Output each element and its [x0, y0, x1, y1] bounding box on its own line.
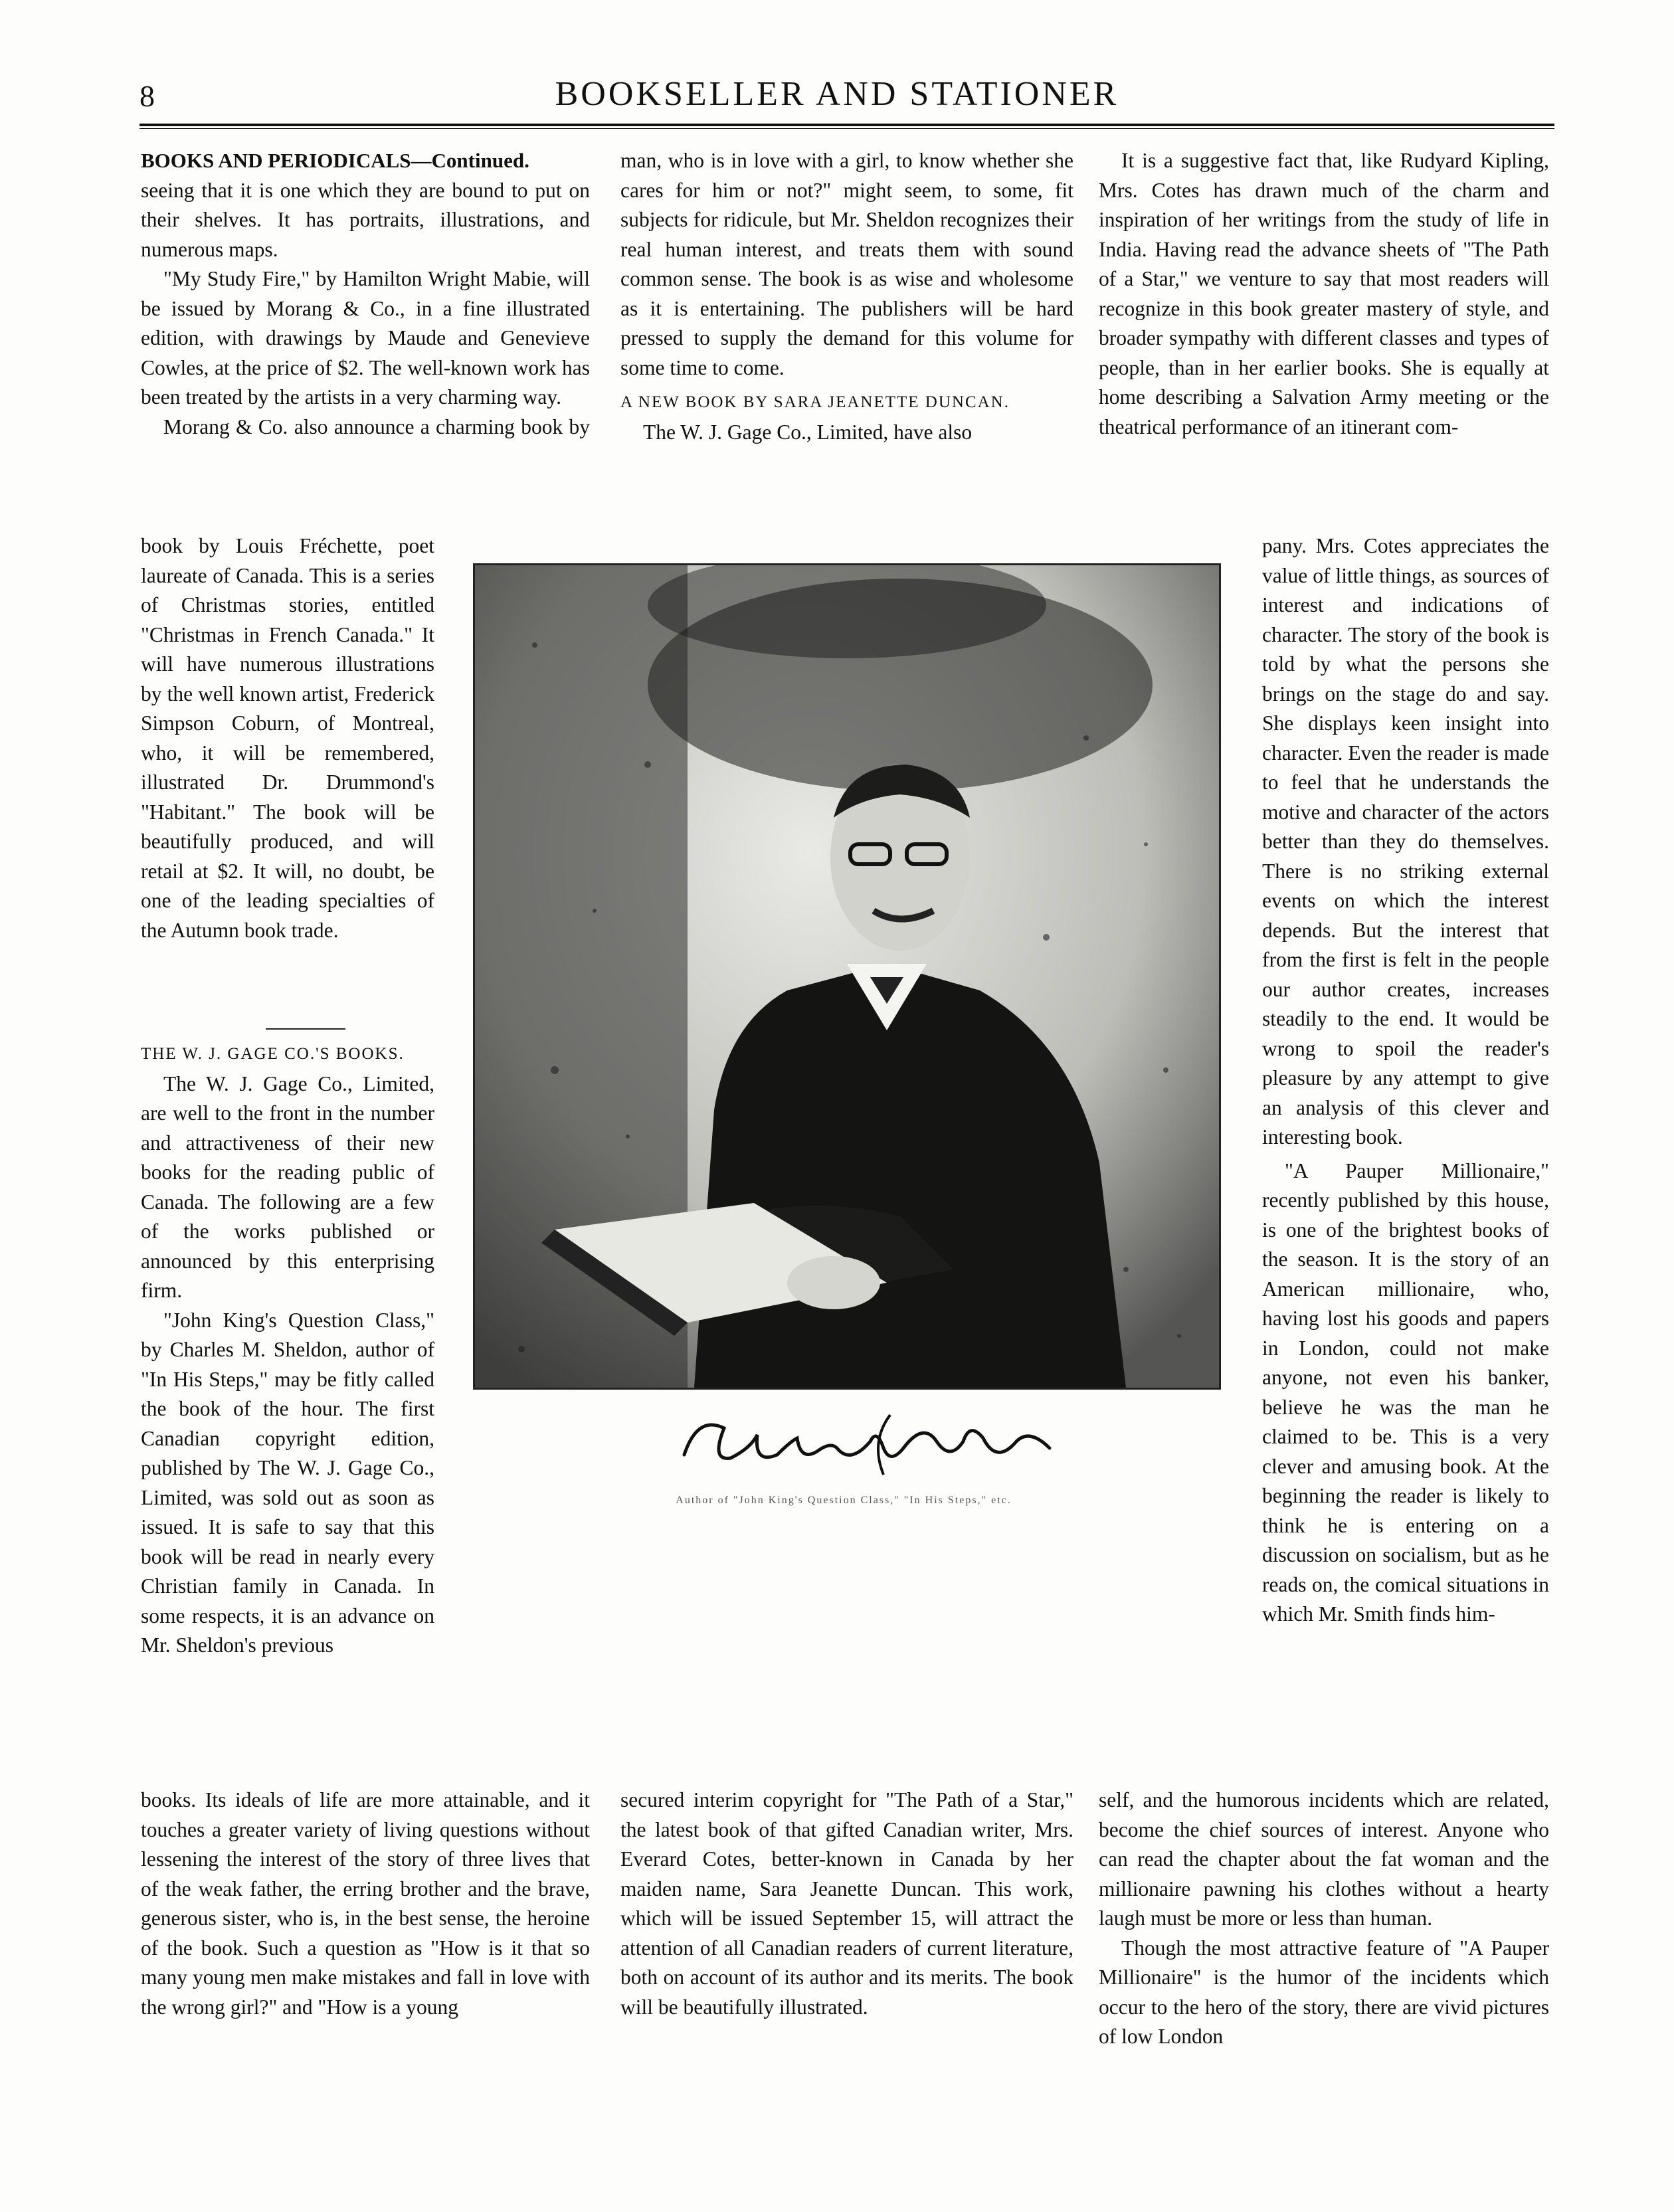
paragraph: seeing that it is one which they are bound to put on their shelves. It has portraits, illustrations, and numerous maps.: [141, 178, 590, 261]
page-number: 8: [140, 79, 155, 113]
paragraph-continued: self, and the humorous incidents which are related, become the chief sources of interest. Anyone who can read the chapter about the fat woman and the millionaire pawning his clothes without a hearty laugh must be more or less than human.: [1099, 1788, 1549, 1930]
section-label: BOOKS AND PERIODICALS—Continued.: [141, 149, 529, 172]
paragraph: "John King's Question Class," by Charles M. Sheldon, author of "In His Steps," may be fitly called the book of the hour. The first Canadian copyright edition, published by The W. J. Gage Co., Limited, was sold out as soon as issued. It is safe to say that this book will be read in nearly every Christian family in Canada. In some respects, it is an advance on Mr. Sheldon's previous: [141, 1308, 434, 1657]
photo-caption: Author of "John King's Question Class," "In His Steps," etc.: [676, 1495, 1012, 1506]
portrait-illustration: [475, 565, 1219, 1388]
paragraph-continued: books. Its ideals of life are more attainable, and it touches a greater variety of living questions without lessening the interest of the story of three lives that of the weak father, the erring brother and the brave, generous sister, who is, in the best sense, the heroine of the book. Such a question as "How is it that so many young men make mistakes and fall in love with the wrong girl?" and "How is a young: [141, 1788, 590, 2019]
paragraph: It is a suggestive fact that, like Rudyard Kipling, Mrs. Cotes has drawn much of the charm and inspiration of her writings from the study of life in India. Having read the advance sheets of "The Path of a Star," we venture to say that most readers will recognize in this book greater mastery of style, and broader sympathy with different classes and types of people, than in her earlier books. She is equally at home describing a Salvation Army meeting or the theatrical performance of an itinerant com-: [1099, 149, 1549, 438]
subhead: A NEW BOOK BY SARA JEANETTE DUNCAN.: [620, 393, 1010, 411]
subhead: THE W. J. GAGE CO.'S BOOKS.: [141, 1045, 405, 1063]
column3-narrow: [1262, 531, 1549, 1780]
signature: [671, 1402, 1070, 1488]
paragraph: The W. J. Gage Co., Limited, have also: [643, 420, 973, 444]
paragraph-continued: book by Louis Fréchette, poet laureate of Canada. This is a series of Christmas stories, entitled "Christmas in French Canada." It will have numerous illustrations by the well known artist, Frederick Simpson Coburn, of Montreal, who, it will be remembered, illustrated Dr. Drummond's "Habitant." The book will be beautifully produced, and will retail at $2. It will, no doubt, be one of the leading specialties of the Autumn book trade.: [141, 534, 434, 942]
paragraph: "My Study Fire," by Hamilton Wright Mabie, will be issued by Morang & Co., in a fine illustrated edition, with drawings by Maude and Genevieve Cowles, at the price of $2. The well-known work has been treated by the artists in a very charming way.: [141, 267, 590, 409]
column1-upper: [141, 146, 590, 533]
column2-upper: [620, 146, 1073, 525]
running-head: BOOKSELLER AND STATIONER: [555, 75, 1119, 113]
paragraph: Morang & Co. also announce a charming book by: [163, 415, 590, 438]
column3-upper: [1099, 146, 1549, 531]
header-rule: [140, 124, 1554, 126]
paragraph-continued: secured interim copyright for "The Path of a Star," the latest book of that gifted Canadian writer, Mrs. Everard Cotes, better-known in Canada by her maiden name, Sara Jeanette Duncan. This work, which will be issued September 15, will attract the attention of all Canadian readers of current literature, both on account of its author and its merits. The book will be beautifully illustrated.: [620, 1788, 1073, 2019]
paragraph: "A Pauper Millionaire," recently published by this house, is one of the brightest books of the season. It is the story of an American millionaire, who, having lost his goods and papers in London, could not make anyone, not even his banker, believe he was the man he claimed to be. This is a very clever and amusing book. At the beginning the reader is likely to think he is entering on a discussion on socialism, but as he reads on, the comical situations in which Mr. Smith finds him-: [1262, 1158, 1549, 1625]
paragraph: The W. J. Gage Co., Limited, are well to the front in the number and attractiveness of their new books for the reading public of Canada. The following are a few of the works published or announced by this enterprising firm.: [141, 1071, 434, 1302]
paragraph: Though the most attractive feature of "A Pauper Millionaire" is the humor of the incidents which occur to the hero of the story, there are vivid pictures of low London: [1099, 1936, 1549, 2048]
paragraph: man, who is in love with a girl, to know whether she cares for him or not?" might seem, to some, fit subjects for ridicule, but Mr. Sheldon recognizes their real human interest, and treats them with sound common sense. The book is as wise and wholesome as it is entertaining. The publishers will be hard pressed to supply the demand for this volume for some time to come.: [620, 149, 1073, 379]
header-rule-thin: [140, 128, 1554, 129]
column1-section2: [141, 1040, 434, 1724]
column2-lower: [620, 1786, 1073, 2084]
column1-lower: [141, 1786, 590, 2084]
column3-lower: [1099, 1786, 1549, 2084]
section-divider: [266, 1028, 345, 1030]
paragraph-continued: pany. Mrs. Cotes appreciates the value of little things, as sources of interest and indications of character. The story of the book is told by what the persons she brings on the stage do and say. She displays keen insight into character. Even the reader is made to feel that he understands the motive and character of the actors better than they do themselves. There is no striking external events on which the interest depends. But the interest that from the first is felt in the people our author creates, increases steadily to the end. It would be wrong to spoil the reader's pleasure by any attempt to give an analysis of this clever and interesting book.: [1262, 534, 1549, 1149]
portrait-photo: [473, 563, 1221, 1390]
